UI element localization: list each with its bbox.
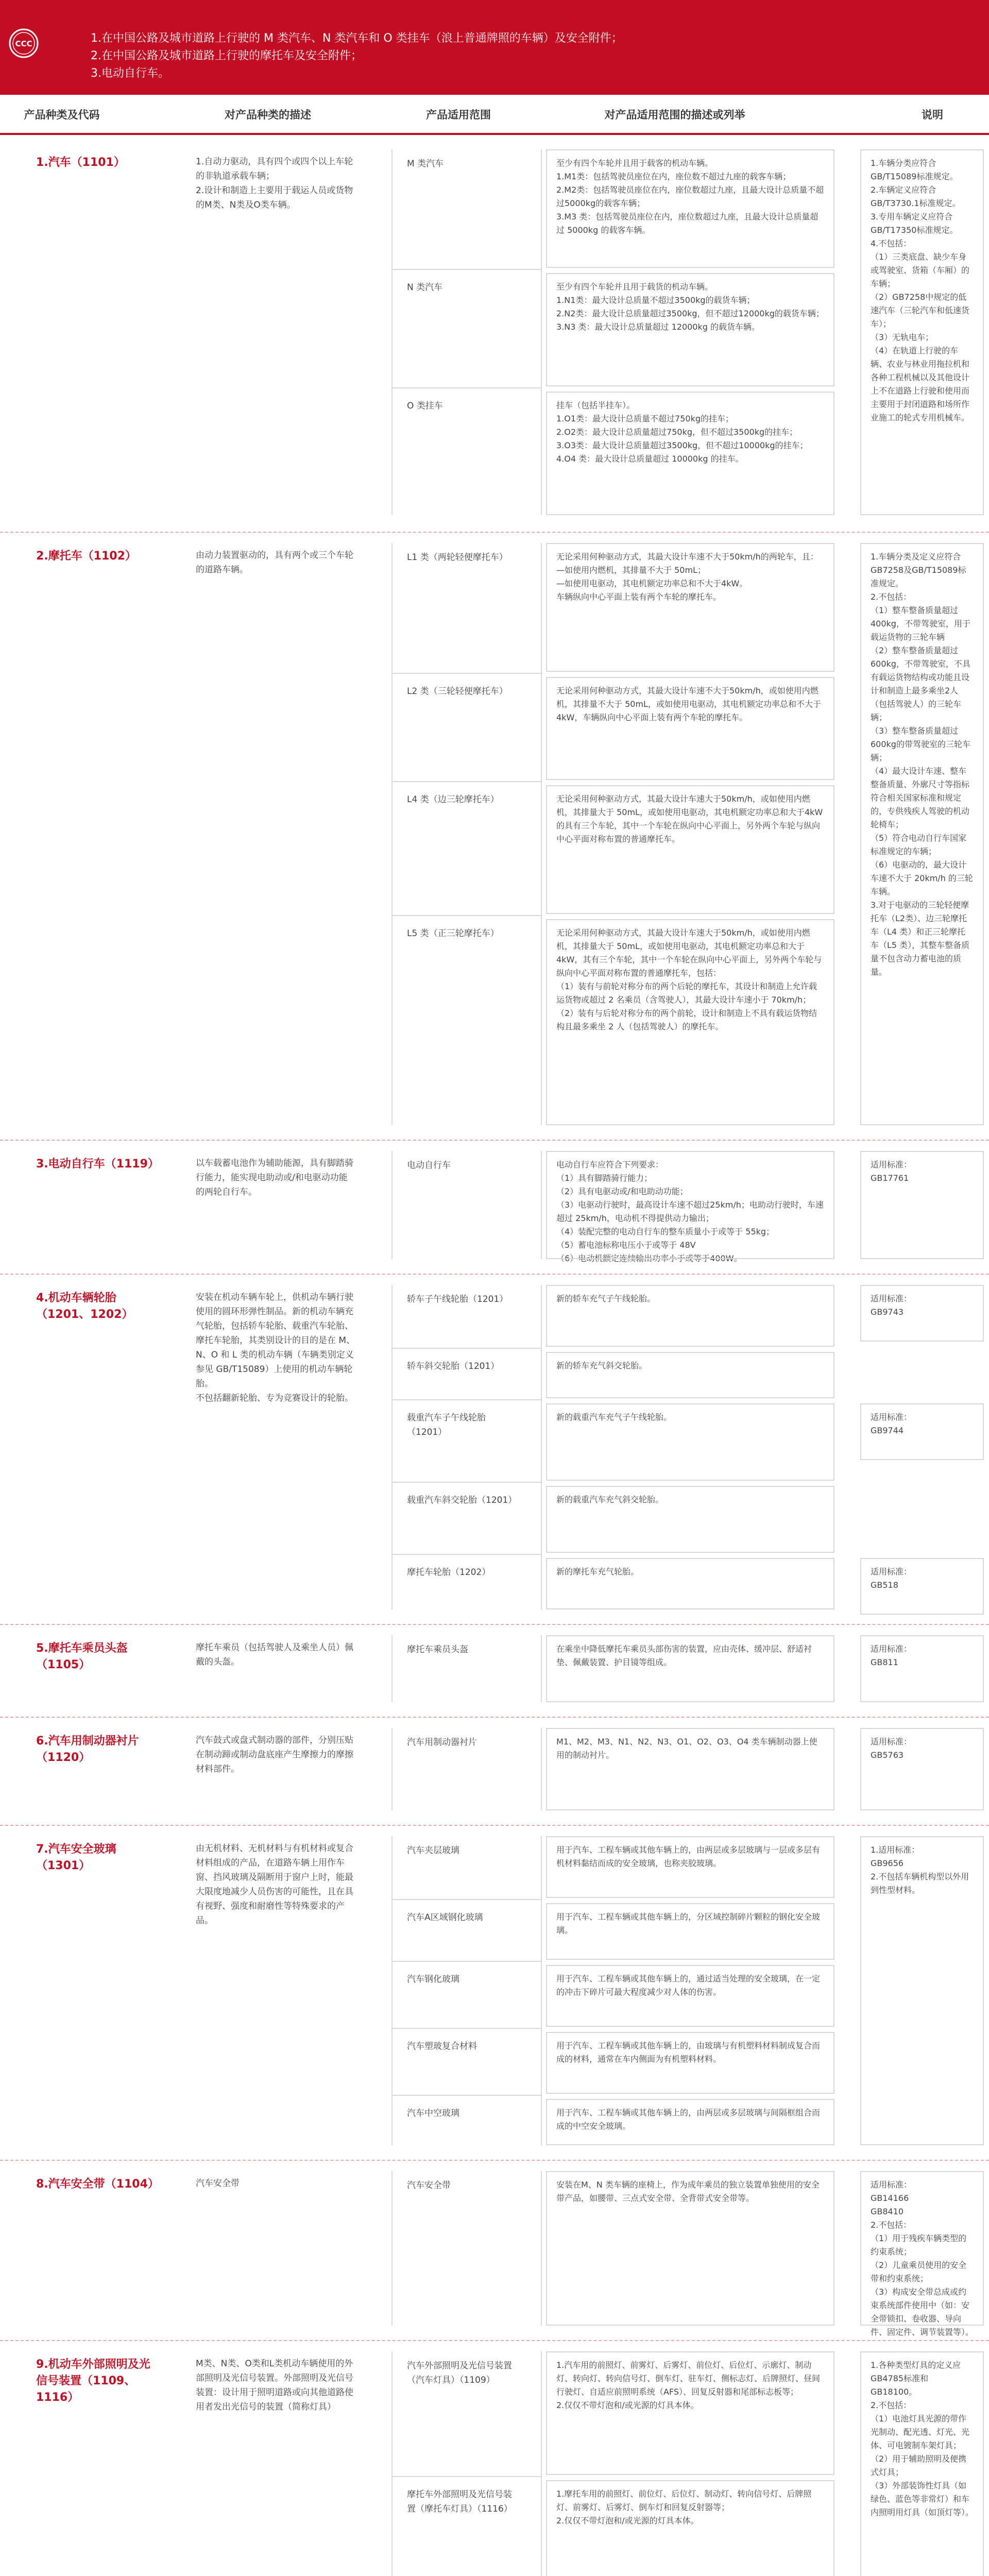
scope-detail: 用于汽车、工程车辆或其他车辆上的，由玻璃与有机塑料材料制成复合而成的材料，通常在车内侧面为有机塑料材料。: [556, 2041, 821, 2064]
scope-detail: 新的载重汽车充气斜交轮胎。: [556, 1495, 664, 1504]
scope-detail-box: [546, 1285, 834, 1347]
scope-name: N 类汽车: [407, 282, 443, 293]
category-description: 由动力装置驱动的，具有两个或三个车轮的道路车辆。: [196, 550, 353, 575]
note-text: 适用标准： GB17761: [871, 1160, 912, 1183]
scope-detail: 至少有四个车轮并且用于载客的机动车辆。 1.M1类：包括驾驶员座位在内，座位数不超过九座的载客车辆； 2.M2类：包括驾驶员座位在内，座位数超过九座，且最大设计总质量不超过5000kg的载客车辆； 3.M3 类：包括驾驶员座位在内，座位数超过九座，且最大设计总质量超过 5000kg 的载客车辆。: [556, 158, 824, 235]
category-name: 3.电动自行车（1119）: [36, 1158, 159, 1171]
scope-name: 汽车塑玻复合材料: [407, 2041, 477, 2052]
scope-detail-box: [546, 392, 834, 515]
scope-divider: [391, 1399, 541, 1400]
scope-name: 轿车子午线轮胎（1201）: [407, 1294, 508, 1304]
scope-name: 汽车夹层玻璃: [407, 1845, 459, 1856]
scope-divider: [391, 915, 541, 916]
scope-column-rule: [391, 1728, 393, 1810]
scope-detail: 新的摩托车充气轮胎。: [556, 1567, 639, 1577]
scope-divider: [391, 2476, 541, 2477]
scope-detail: 用于汽车、工程车辆或其他车辆上的，通过适当处理的安全玻璃，在一定的冲击下碎片可最大程度减少对人体的伤害。: [556, 1974, 821, 1997]
scope-column-rule: [391, 2351, 393, 2576]
category-description: 1.自动力驱动，具有四个或四个以上车轮的非轨道承载车辆； 2.设计和制造上主要用于载运人员或货物的M类、N类及O类车辆。: [196, 157, 353, 210]
scope-divider: [391, 2028, 541, 2029]
scope-divider: [391, 2095, 541, 2096]
scope-detail: 无论采用何种驱动方式，其最大设计车速大于50km/h，或如使用内燃机，其排量大于 50mL，或如使用电驱动，其电机额定功率总和大于4kW，其有三个车轮，其中一个车轮在纵向中心平面上，另外两个车轮与纵向中心平面对称布置的普通摩托车，包括： （1）装有与前轮对称分布的两个后轮的摩托车，其设计和制造上允许载运货物或超过 2 名乘员（含驾驶人），其最大设计车速小于 70km/h； （2）装有与后轮对称分布的两个前轮，设计和制造上不具有载运货物结构且最多乘坐 2 人（包括驾驶人）的摩托车。: [556, 928, 822, 1031]
scope-name: L4 类（边三轮摩托车）: [407, 794, 499, 805]
scope-detail-box: [546, 1352, 834, 1398]
column-header-note: 说明: [922, 109, 943, 121]
scope-name: O 类挂车: [407, 401, 443, 411]
scope-divider: [391, 781, 541, 782]
note-box: [860, 1403, 984, 1460]
scope-detail: 新的轿车充气斜交轮胎。: [556, 1361, 647, 1370]
column-header-scope-detail: 对产品适用范围的描述或列举: [604, 109, 745, 121]
note-box: [860, 1635, 984, 1702]
column-header-scope: 产品适用范围: [426, 109, 491, 121]
scope-name: 电动自行车: [407, 1160, 451, 1171]
note-text: 1.各种类型灯具的定义应GB4785标准和GB18100。 2.不包括： （1）电池灯具光源的带作光制动、配光透、灯光、光体、可电镀制车架灯具； （2）用于辅助照明及便携式灯具； （3）外部装饰性灯具（如绿色、蓝色等非常灯）和车内照明用灯具（如顶灯等）。: [871, 2360, 974, 2517]
scope-divider: [391, 387, 541, 388]
category-name: 9.机动车外部照明及光信号装置（1109、1116）: [36, 2358, 150, 2404]
note-box: [860, 1151, 984, 1259]
scope-divider: [391, 1899, 541, 1900]
category-description: 安装在机动车辆车轮上，供机动车辆行驶使用的圆环形弹性制品。新的机动车辆充气轮胎，包括轿车轮胎、载重汽车轮胎、摩托车轮胎，其类别设计的目的是在 M、N、O 和 L 类的机动车辆（车辆类别定义参见 GB/T15089）上使用的机动车辆轮胎。 不包括翻新轮胎、专为竞赛设计的轮胎。: [196, 1292, 355, 1403]
scope-column-rule: [541, 543, 542, 1125]
scope-detail-box: [546, 2099, 834, 2145]
category-name: 5.摩托车乘员头盔（1105）: [36, 1642, 128, 1671]
note-text: 适用标准： GB5763: [871, 1737, 912, 1760]
category-description: 汽车鼓式或盘式制动器的部件，分别压贴在制动蹄或制动盘底座产生摩擦力的摩擦材料部件。: [196, 1735, 353, 1774]
scope-detail: 挂车（包括半挂车）。 1.O1类：最大设计总质量不超过750kg的挂车； 2.O2类：最大设计总质量超过750kg，但不超过3500kg的挂车； 3.O3类：最大设计总质量超过3500kg，但不超过10000kg的挂车； 4.O4 类：最大设计总质量超过 10000kg 的挂车。: [556, 400, 808, 464]
category-name: 2.摩托车（1102）: [36, 550, 137, 563]
scope-detail-box: [546, 1403, 834, 1481]
scope-detail-box: [546, 2480, 834, 2576]
scope-detail: 至少有四个车轮并且用于载货的机动车辆。 1.N1类：最大设计总质量不超过3500kg的载货车辆； 2.N2类：最大设计总质量超过3500kg，但不超过12000kg的载货车辆； 3.N3 类：最大设计总质量超过 12000kg 的载货车辆。: [556, 282, 824, 332]
scope-name: 摩托车乘员头盔: [407, 1645, 468, 1655]
scope-divider: [391, 269, 541, 270]
scope-name: 载重汽车子午线轮胎（1201）: [407, 1413, 486, 1437]
scope-detail-box: [546, 149, 834, 268]
scope-column-rule: [391, 1285, 393, 1609]
scope-name: L5 类（正三轮摩托车）: [407, 928, 499, 939]
row-separator: [0, 2160, 989, 2161]
scope-detail-box: [546, 1151, 834, 1259]
scope-detail: 用于汽车、工程车辆或其他车辆上的，由两层或多层玻璃与间隔框组合而成的中空安全玻璃。: [556, 2108, 821, 2131]
note-text: 1.车辆分类及定义应符合GB7258及GB/T15089标准规定。 2.不包括： （1）整车整备质量超过400kg，不带驾驶室，用于载运货物的三轮车辆 （2）整车整备质量超过600kg，不带驾驶室，不具有载运货物结构或功能且设计和制造上最多乘坐2人（包括驾驶人）的三轮车辆； （3）整车整备质量超过600kg的带驾驶室的三轮车辆； （4）最大设计车速、整车整备质量、外廓尺寸等指标符合相关国家标准和规定的，专供残疾人驾驶的机动轮椅车； （5）符合电动自行车国家标准规定的车辆； （6）电驱动的，最大设计车速不大于 20km/h 的三轮车辆。 3.对于电驱动的三轮轻便摩托车（L2类）、边三轮摩托车（L4 类）和正三轮摩托车（L5 类），其整车整备质量不包含动力蓄电池的质量。: [871, 552, 973, 977]
scope-detail-box: [546, 2351, 834, 2475]
note-box: [860, 1558, 984, 1615]
category-description: 汽车安全带: [196, 2178, 240, 2189]
scope-line: 1.在中国公路及城市道路上行驶的 M 类汽车、N 类汽车和 O 类挂车（浪上普通牌照的车辆）及安全附件；: [91, 32, 623, 45]
ccc-certification-logo-icon: [8, 28, 39, 59]
row-separator: [0, 1717, 989, 1718]
category-name: 8.汽车安全带（1104）: [36, 2178, 159, 2191]
row-separator: [0, 1140, 989, 1141]
scope-divider: [391, 1961, 541, 1962]
scope-detail-box: [546, 2171, 834, 2326]
category-description: 摩托车乘员（包括驾驶人及乘坐人员）佩戴的头盔。: [196, 1642, 353, 1667]
row-separator: [0, 1624, 989, 1625]
scope-column-rule: [541, 1635, 542, 1702]
certification-scope-header: [0, 0, 989, 95]
product-catalog-table: [0, 95, 989, 2576]
scope-detail-box: [546, 2032, 834, 2094]
scope-name: 载重汽车斜交轮胎（1201）: [407, 1495, 517, 1505]
category-description: M类、N类、O类和L类机动车辆使用的外部照明及光信号装置。外部照明及光信号装置：设计用于照明道路或向其他道路使用者发出光信号的装置（简称灯具）: [196, 2359, 353, 2412]
scope-detail: 新的轿车充气子午线轮胎。: [556, 1294, 656, 1303]
note-box: [860, 543, 984, 1125]
column-header-category: 产品种类及代码: [24, 109, 100, 121]
scope-name: 摩托车轮胎（1202）: [407, 1567, 491, 1578]
scope-detail: M1、M2、M3、N1、N2、N3、O1、O2、O3、O4 类车辆制动器上使用的制动衬片。: [556, 1737, 817, 1760]
scope-detail-box: [546, 273, 834, 386]
scope-detail-box: [546, 919, 834, 1125]
scope-detail: 1.汽车用的前照灯、前雾灯、后雾灯、前位灯、后位灯、示廓灯、制动灯、转向灯、转向信号灯、倒车灯、驻车灯、侧标志灯、后牌照灯、昼间行驶灯、自适应前照明系统（AFS）、回复反射器和尾部标志板等； 2.仅仅不带灯泡和/或光源的灯具本体。: [556, 2360, 821, 2410]
scope-column-rule: [391, 1836, 393, 2145]
scope-line: 3.电动自行车。: [91, 67, 169, 80]
scope-detail: 1.摩托车用的前照灯、前位灯、后位灯、制动灯、转向信号灯、后牌照灯、前雾灯、后雾灯、倒车灯和回复反射器等； 2.仅仅不带灯泡和/或光源的灯具本体。: [556, 2489, 812, 2526]
scope-detail-box: [546, 1635, 834, 1702]
category-name: 7.汽车安全玻璃（1301）: [36, 1843, 116, 1872]
scope-detail-box: [546, 677, 834, 780]
scope-column-rule: [541, 1285, 542, 1609]
note-box: [860, 149, 984, 515]
scope-divider: [391, 1348, 541, 1349]
header-rule: [0, 133, 989, 135]
scope-detail-box: [546, 543, 834, 672]
scope-detail: 无论采用何种驱动方式，其最大设计车速不大于50km/h的两轮车，且： —如使用内燃机，其排量不大于 50mL； —如使用电驱动，其电机额定功率总和不大于4kW。 车辆纵向中心平面上装有两个车轮的摩托车。: [556, 552, 819, 602]
category-description: 以车载蓄电池作为辅助能源，具有脚踏骑行能力，能实现电助动或/和电驱动功能的两轮自行车。: [196, 1158, 353, 1197]
scope-column-rule: [391, 1151, 393, 1259]
scope-intro: [91, 30, 958, 82]
scope-name: 汽车用制动器衬片: [407, 1737, 477, 1748]
scope-column-rule: [541, 1836, 542, 2145]
note-box: [860, 1836, 984, 2145]
note-text: 1.适用标准： GB9656 2.不包括车辆机构型以外用到性型材料。: [871, 1845, 969, 1895]
scope-name: L2 类（三轮轻便摩托车）: [407, 686, 508, 697]
note-box: [860, 1285, 984, 1342]
category-description: 由无机材料、无机材料与有机材料或复合材料组成的产品，在道路车辆上用作车窗、挡风玻璃及隔断用于窗户上时，能最大限度地减少人员伤害的可能性，且在具有视野、强度和耐磨性等特殊要求的产品。: [196, 1843, 353, 1926]
column-header-description: 对产品种类的描述: [225, 109, 311, 121]
scope-detail: 用于汽车、工程车辆或其他车辆上的，由两层或多层玻璃与一层或多层有机材料黏结而成的安全玻璃，也称夹胶玻璃。: [556, 1845, 821, 1868]
note-text: 1.车辆分类应符合GB/T15089标准规定。 2.车辆定义应符合GB/T3730.1标准规定。 3.专用车辆定义应符合GB/T17350标准规定。 4.不包括： （1）三类底盘、缺少车身或驾驶室、货箱（车厢）的车辆； （2）GB7258中规定的低速汽车（三轮汽车和低速货车）； （3）无轨电车； （4）在轨道上行驶的车辆、农业与林业用拖拉机和各种工程机械以及其他设计上不在道路上行驶和使用而主要用于封闭道路和场所作业施工的轮式专用机械车。: [871, 158, 970, 422]
scope-column-rule: [541, 2171, 542, 2326]
scope-detail: 用于汽车、工程车辆或其他车辆上的，分区域控制碎片颗粒的钢化安全玻璃。: [556, 1912, 821, 1935]
note-box: [860, 2171, 984, 2326]
scope-detail-box: [546, 1836, 834, 1898]
scope-name: L1 类（两轮轻便摩托车）: [407, 552, 508, 563]
scope-name: M 类汽车: [407, 159, 444, 169]
scope-name: 汽车中空玻璃: [407, 2108, 459, 2119]
scope-detail: 无论采用何种驱动方式，其最大设计车速大于50km/h，或如使用内燃机，其排量大于 50mL，或如使用电驱动，其电机额定功率总和大于4kW 的具有三个车轮，其中一个车轮在纵向中心平面上，另外两个车轮与纵向中心平面对称布置的普通摩托车。: [556, 794, 826, 844]
category-name: 4.机动车辆轮胎（1201、1202）: [36, 1292, 133, 1321]
note-text: 适用标准： GB9743: [871, 1294, 912, 1317]
scope-line: 2.在中国公路及城市道路上行驶的摩托车及安全附件；: [91, 49, 362, 62]
scope-divider: [391, 673, 541, 674]
scope-detail: 无论采用何种驱动方式，其最大设计车速不大于50km/h，或如使用内燃机，其排量不大于 50mL，或如使用电驱动，其电机额定功率总和不大于4kW，车辆纵向中心平面上装有两个车轮的摩托车。: [556, 686, 821, 722]
scope-name: 汽车钢化玻璃: [407, 1974, 459, 1985]
note-text: 适用标准： GB9744: [871, 1412, 912, 1435]
scope-detail-box: [546, 1965, 834, 2027]
row-separator: [0, 2340, 989, 2341]
scope-divider: [391, 1482, 541, 1483]
category-name: 6.汽车用制动器衬片（1120）: [36, 1735, 139, 1764]
scope-detail-box: [546, 1558, 834, 1609]
scope-column-rule: [391, 543, 393, 1125]
note-text: 适用标准： GB518: [871, 1567, 912, 1590]
svg-text:CCC: CCC: [15, 39, 32, 48]
scope-name: 轿车斜交轮胎（1201）: [407, 1361, 500, 1371]
scope-name: 汽车A区域钢化玻璃: [407, 1912, 483, 1923]
scope-detail-box: [546, 1728, 834, 1810]
category-name: 1.汽车（1101）: [36, 156, 125, 169]
scope-detail: 在乘坐中降低摩托车乘员头部伤害的装置，应由壳体、缓冲层、舒适衬垫、佩戴装置、护目镜等组成。: [556, 1644, 812, 1667]
scope-detail: 电动自行车应符合下列要求： （1）具有脚踏骑行能力； （2）具有电驱动或/和电助动功能； （3）电驱动行驶时，最高设计车速不超过25km/h；电助动行驶时，车速超过 25km/h，电动机不得提供动力输出； （4）装配完整的电动自行车的整车质量小于或等于 55kg； （5）蓄电池标称电压小于或等于 48V （6）电动机额定连续输出功率小于或等于400W。: [556, 1160, 824, 1263]
scope-column-rule: [541, 2351, 542, 2576]
scope-column-rule: [541, 1151, 542, 1259]
note-text: 适用标准： GB14166 GB8410 2.不包括： （1）用于残疾车辆类型的约束系统； （2）儿童乘员使用的安全带和约束系统； （3）构成安全带总成或约束系统部件使用中（如：安全带锁扣、卷收器、导向件、固定件、调节装置等）。: [871, 2180, 974, 2337]
scope-column-rule: [391, 149, 393, 515]
row-separator: [0, 1274, 989, 1275]
scope-name: 汽车外部照明及光信号装置（汽车灯具）（1109）: [407, 2361, 512, 2385]
scope-divider: [391, 1554, 541, 1555]
scope-name: 摩托车外部照明及光信号装置（摩托车灯具）（1116）: [407, 2489, 513, 2514]
note-text: 适用标准： GB811: [871, 1644, 912, 1667]
scope-detail-box: [546, 1903, 834, 1960]
scope-column-rule: [541, 1728, 542, 1810]
scope-name: 汽车安全带: [407, 2180, 451, 2191]
scope-detail: 新的载重汽车充气子午线轮胎。: [556, 1412, 672, 1422]
scope-detail: 安装在M、N 类车辆的座椅上，作为成年乘员的独立装置单独使用的安全带产品，如腰带、三点式安全带、全背带式安全带等。: [556, 2180, 820, 2203]
scope-detail-box: [546, 785, 834, 914]
scope-column-rule: [391, 2171, 393, 2326]
scope-detail-box: [546, 1486, 834, 1553]
note-box: [860, 2351, 984, 2576]
row-separator: [0, 1825, 989, 1826]
note-box: [860, 1728, 984, 1810]
scope-column-rule: [541, 149, 542, 515]
scope-column-rule: [391, 1635, 393, 1702]
row-separator: [0, 532, 989, 533]
